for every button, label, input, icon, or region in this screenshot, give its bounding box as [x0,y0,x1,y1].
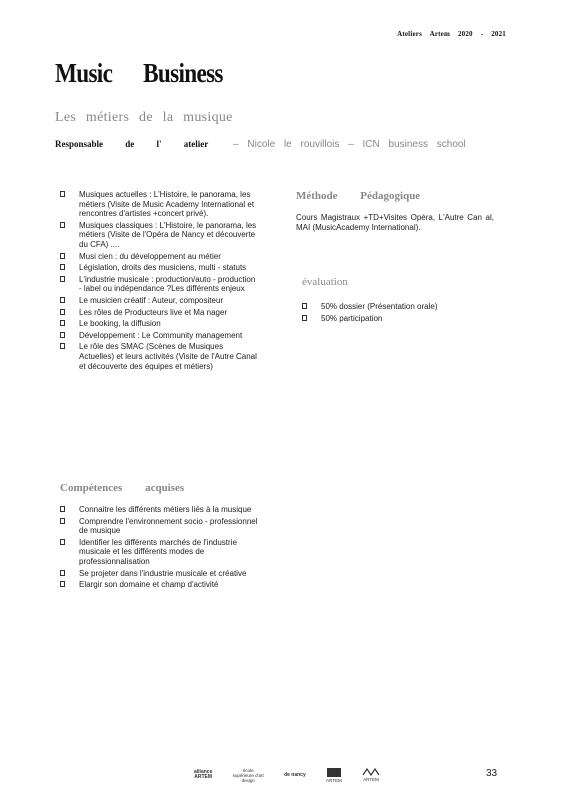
bullet-icon [60,191,65,197]
methode-text: Cours Magistraux +TD+Visites Opéra, L'Autre Can al, MAI (MusicAcademy International). [296,213,494,232]
bullet-icon [60,309,65,315]
responsable-value: – Nicole le rouvillois – ICN business school [233,139,466,150]
list-item: Musiques actuelles : L'Histoire, le panorama, les métiers (Visite de Music Academy International et rencontres d'artistes +concert privé). [60,190,258,219]
evaluation-list [302,302,492,325]
bullet-icon [60,320,65,326]
page-subtitle: Les métiers de la musique [55,110,233,125]
list-item: Elargir son domaine et champ d'activité [60,580,258,590]
evaluation-heading: évaluation [302,276,348,288]
alliance-artem-logo: alliance ARTEM [194,769,213,780]
page-number: 33 [486,768,498,779]
bullet-icon [60,264,65,270]
bullet-icon [60,297,65,303]
mines-mark-icon [362,768,380,776]
list-item: Musi cien : du développement au métier [60,252,258,262]
list-item: Le booking, la diffusion [60,319,258,329]
list-item: Le musicien créatif : Auteur, compositeur [60,296,258,306]
bullet-icon [60,518,65,524]
bullet-icon [302,315,307,321]
list-item: Musiques classiques : L'Histoire, le panorama, les métiers (Visite de l'Opéra de Nancy et découverte du CFA) .... [60,221,258,250]
list-item: Comprendre l'environnement socio - professionnel de musique [60,517,258,536]
list-item: Développement : Le Community management [60,331,258,341]
list-item: Identifier les différents marchés de l'industrie musicale et les différents modes de professionnalisation [60,538,258,567]
list-item: Les rôles de Producteurs live et Ma nager [60,308,258,318]
page-title: Music Business [55,58,223,88]
nancy-logo: de nancy [284,771,306,778]
footer-logos [194,764,380,786]
mines-logo: ARTEM [362,768,380,782]
icn-mark-icon [327,768,341,777]
bullet-icon [302,303,307,309]
icn-logo: ARTEM [326,768,342,783]
bullet-icon [60,332,65,338]
list-item: L'industrie musicale : production/auto - production - label ou indépendance ?Les différents enjeux [60,275,258,294]
list-item: 50% dossier (Présentation orale) [302,302,492,312]
list-item: 50% participation [302,314,492,324]
list-item: Législation, droits des musiciens, multi - statuts [60,263,258,273]
responsable-line [55,139,466,150]
bullet-icon [60,276,65,282]
bullet-icon [60,343,65,349]
list-item: Le rôle des SMAC (Scènes de Musiques Actuelles) et leurs activités (Visite de l'Autre Canal et découverte des équipes et métiers) [60,342,258,371]
header-right: Ateliers Artem 2020 - 2021 [397,30,506,38]
bullet-icon [60,253,65,259]
competences-heading: Compétences acquises [60,482,185,494]
list-item: Connaitre les différents métiers liés à la musique [60,505,258,515]
bullet-icon [60,581,65,587]
list-item: Se projeter dans l'industrie musicale et créative [60,569,258,579]
methode-heading: Méthode Pédagogique [296,190,421,202]
competences-list [60,505,258,592]
bullet-icon [60,222,65,228]
responsable-label: Responsable de l' atelier [55,139,209,149]
bullet-icon [60,570,65,576]
contenu-list [60,190,258,440]
bullet-icon [60,539,65,545]
ecole-art-design-logo: école supérieure d'art design [232,767,264,783]
bullet-icon [60,506,65,512]
